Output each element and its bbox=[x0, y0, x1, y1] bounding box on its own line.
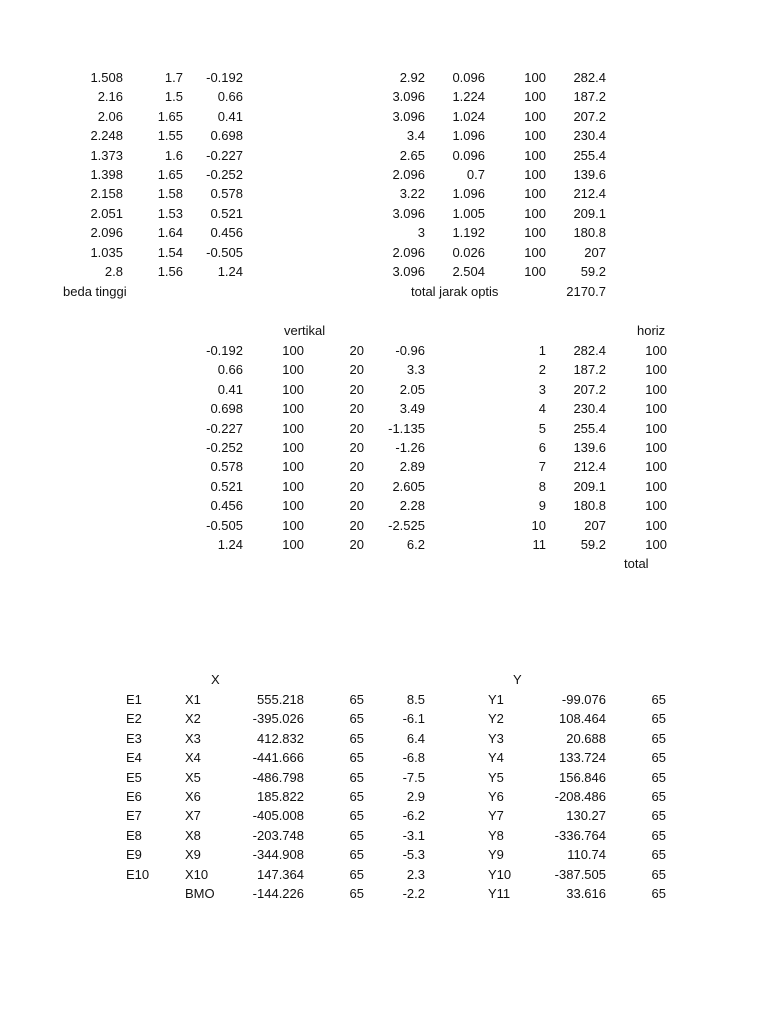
table-cell: -0.192 bbox=[206, 70, 243, 85]
table-cell: 209.1 bbox=[573, 478, 606, 494]
table-cell: 65 bbox=[651, 847, 666, 863]
table-cell: 100 bbox=[524, 225, 546, 241]
table-cell: 65 bbox=[651, 730, 666, 746]
horiz-title: horiz bbox=[637, 323, 666, 338]
table-cell: 0.698 bbox=[210, 128, 243, 144]
table-cell: 180.8 bbox=[573, 498, 606, 514]
table-cell: 2.9 bbox=[406, 789, 425, 804]
table-cell: 230.4 bbox=[573, 401, 606, 417]
table-cell: X10 bbox=[185, 866, 209, 882]
table-cell: -0.505 bbox=[206, 244, 243, 260]
table-cell: 65 bbox=[651, 711, 666, 727]
table-cell: -2.2 bbox=[402, 886, 425, 901]
table-cell: 20 bbox=[349, 343, 364, 358]
table-cell: -0.227 bbox=[206, 147, 243, 163]
table-cell: 5 bbox=[538, 420, 546, 436]
table-cell: 2.16 bbox=[97, 89, 123, 105]
table-cell: 100 bbox=[282, 420, 304, 436]
table-cell: -395.026 bbox=[252, 711, 304, 727]
table-cell bbox=[126, 885, 156, 903]
table-cell: 20.688 bbox=[566, 730, 606, 746]
table-cell: 20 bbox=[349, 381, 364, 397]
table-cell: 65 bbox=[349, 808, 364, 824]
total-jarak-optis-value: 2170.7 bbox=[566, 284, 606, 299]
table-cell: 20 bbox=[349, 459, 364, 475]
table-cell: 0.7 bbox=[466, 167, 485, 182]
table-cell: -0.505 bbox=[206, 517, 243, 533]
table-cell: X9 bbox=[185, 847, 201, 863]
table-cell: 65 bbox=[349, 769, 364, 785]
table-cell: 0.521 bbox=[210, 205, 243, 221]
table-cell: 230.4 bbox=[573, 128, 606, 144]
table-cell: 0.578 bbox=[210, 459, 243, 475]
table-cell: 65 bbox=[349, 730, 364, 746]
table-cell: 2.92 bbox=[399, 70, 425, 85]
table-cell: 100 bbox=[645, 440, 667, 455]
table-cell: -3.1 bbox=[402, 827, 425, 843]
table-cell: 11 bbox=[532, 537, 546, 552]
table-cell: E2 bbox=[126, 711, 142, 727]
table-cell: E5 bbox=[126, 769, 142, 785]
table-cell: 207.2 bbox=[573, 108, 606, 124]
table-cell: 1.373 bbox=[90, 147, 123, 163]
table-cell: -0.252 bbox=[206, 167, 243, 182]
table-cell: 0.456 bbox=[210, 498, 243, 514]
table-cell: 147.364 bbox=[257, 866, 304, 882]
table-cell: -0.96 bbox=[395, 343, 425, 358]
table-cell: 1.6 bbox=[164, 147, 183, 163]
table-cell: Y2 bbox=[488, 711, 504, 727]
table-cell: X5 bbox=[185, 769, 201, 785]
table-cell: 1.035 bbox=[90, 244, 123, 260]
table-cell: 20 bbox=[349, 498, 364, 514]
table-cell: 59.2 bbox=[580, 537, 606, 552]
table-cell: 133.724 bbox=[559, 750, 606, 766]
table-cell: 100 bbox=[282, 362, 304, 378]
table-cell: 2.89 bbox=[399, 459, 425, 475]
table-cell: 0.096 bbox=[452, 147, 485, 163]
table-cell: 100 bbox=[282, 401, 304, 417]
table-cell: 156.846 bbox=[559, 769, 606, 785]
vertikal-title: vertikal bbox=[284, 323, 326, 338]
table-cell: 1.005 bbox=[452, 205, 485, 221]
table-cell: 3.096 bbox=[392, 264, 425, 279]
table-cell: 65 bbox=[349, 886, 364, 901]
table-cell: 65 bbox=[349, 711, 364, 727]
table-cell: 65 bbox=[349, 827, 364, 843]
table-cell: X6 bbox=[185, 789, 201, 804]
table-cell: -6.8 bbox=[402, 750, 425, 766]
table-cell: Y1 bbox=[488, 692, 504, 707]
table-cell: 7 bbox=[538, 459, 546, 475]
table-cell: 1.55 bbox=[157, 128, 183, 144]
table-cell: E1 bbox=[126, 692, 142, 707]
table-cell: 100 bbox=[282, 517, 304, 533]
table-cell: 3.49 bbox=[399, 401, 425, 417]
table-cell: 0.578 bbox=[210, 186, 243, 202]
table-cell: 255.4 bbox=[573, 147, 606, 163]
table-cell: -1.26 bbox=[395, 440, 425, 455]
table-cell: Y3 bbox=[488, 730, 504, 746]
table-cell: 65 bbox=[349, 789, 364, 804]
table-cell: 100 bbox=[524, 264, 546, 279]
table-cell: 100 bbox=[524, 128, 546, 144]
table-cell: 20 bbox=[349, 362, 364, 378]
table-cell: 3 bbox=[538, 381, 546, 397]
table-cell: X7 bbox=[185, 808, 201, 824]
table-cell: 10 bbox=[531, 517, 546, 533]
table-cell: -1.135 bbox=[388, 420, 425, 436]
horiz-total-label: total bbox=[624, 556, 649, 571]
table-cell: 1.65 bbox=[157, 167, 183, 182]
table-cell: 59.2 bbox=[580, 264, 606, 279]
table-cell: 65 bbox=[349, 847, 364, 863]
table-cell: 1.5 bbox=[164, 89, 183, 105]
table-cell: X2 bbox=[185, 711, 201, 727]
table-cell: 0.698 bbox=[210, 401, 243, 417]
table-cell: 6.2 bbox=[406, 537, 425, 552]
table-cell: Y9 bbox=[488, 847, 504, 863]
table-cell: 100 bbox=[282, 498, 304, 514]
table-cell: 6.4 bbox=[406, 730, 425, 746]
table-cell: E8 bbox=[126, 827, 142, 843]
table-cell: 20 bbox=[349, 537, 364, 552]
table-cell: 212.4 bbox=[573, 186, 606, 202]
table-cell: 100 bbox=[524, 108, 546, 124]
table-cell: 139.6 bbox=[573, 440, 606, 455]
table-cell: -0.192 bbox=[206, 343, 243, 358]
table-cell: 100 bbox=[524, 167, 546, 182]
table-cell: 100 bbox=[524, 70, 546, 85]
table-cell: 187.2 bbox=[573, 362, 606, 378]
table-cell: 100 bbox=[282, 343, 304, 358]
table-cell: 65 bbox=[651, 827, 666, 843]
table-cell: E3 bbox=[126, 730, 142, 746]
table-cell: 2 bbox=[538, 362, 546, 378]
table-cell: 100 bbox=[645, 517, 667, 533]
table-cell: E4 bbox=[126, 750, 142, 766]
table-cell: 3.096 bbox=[392, 108, 425, 124]
table-cell: 100 bbox=[645, 401, 667, 417]
table-cell: 100 bbox=[524, 186, 546, 202]
table-cell: 65 bbox=[349, 750, 364, 766]
table-cell: -144.226 bbox=[252, 886, 304, 901]
table-cell: X3 bbox=[185, 730, 201, 746]
table-cell: 65 bbox=[349, 692, 364, 707]
table-cell: 282.4 bbox=[573, 70, 606, 85]
table-cell: 1.508 bbox=[90, 70, 123, 85]
table-cell: 1.7 bbox=[164, 70, 183, 85]
table-cell: 2.05 bbox=[399, 381, 425, 397]
table-cell: 20 bbox=[349, 401, 364, 417]
table-cell: 65 bbox=[651, 808, 666, 824]
table-cell: 1.64 bbox=[157, 225, 183, 241]
table-cell: 6 bbox=[538, 440, 546, 455]
table-cell: 100 bbox=[645, 343, 667, 358]
table-cell: 1.58 bbox=[157, 186, 183, 202]
table-cell: Y6 bbox=[488, 789, 504, 804]
table-cell: 1.398 bbox=[90, 167, 123, 182]
table-cell: 20 bbox=[349, 420, 364, 436]
table-cell: 1.224 bbox=[452, 89, 485, 105]
table-cell: 0.026 bbox=[452, 244, 485, 260]
table-cell: E10 bbox=[126, 866, 150, 882]
table-cell: Y7 bbox=[488, 808, 504, 824]
table-cell: 2.158 bbox=[90, 186, 123, 202]
table-cell: 0.096 bbox=[452, 70, 485, 85]
table-cell: 3.22 bbox=[399, 186, 425, 202]
table-cell: 100 bbox=[282, 537, 304, 552]
table-cell: 3 bbox=[417, 225, 425, 241]
table-cell: 0.456 bbox=[210, 225, 243, 241]
table-cell: 1.192 bbox=[452, 225, 485, 241]
table-cell: 100 bbox=[645, 498, 667, 514]
table-cell: Y4 bbox=[488, 750, 504, 766]
table-cell: 100 bbox=[645, 478, 667, 494]
table-cell: 0.41 bbox=[217, 381, 243, 397]
table-cell: X1 bbox=[185, 692, 201, 707]
table-cell: 555.218 bbox=[257, 692, 304, 707]
table-cell: 100 bbox=[282, 478, 304, 494]
table-cell: 33.616 bbox=[566, 886, 606, 901]
table-cell: 20 bbox=[349, 478, 364, 494]
table-cell: 207 bbox=[584, 244, 606, 260]
table-cell: 65 bbox=[651, 866, 666, 882]
table-cell: -336.764 bbox=[554, 827, 606, 843]
table-cell: 65 bbox=[651, 750, 666, 766]
table-cell: 1.096 bbox=[452, 128, 485, 144]
table-cell: -99.076 bbox=[561, 692, 606, 707]
table-cell: 100 bbox=[282, 440, 304, 455]
table-cell: -344.908 bbox=[252, 847, 304, 863]
table-cell: 0.521 bbox=[210, 478, 243, 494]
table-cell: 100 bbox=[524, 205, 546, 221]
table-cell: 187.2 bbox=[573, 89, 606, 105]
table-cell: 65 bbox=[651, 692, 666, 707]
table-cell: 282.4 bbox=[573, 343, 606, 358]
table-cell: 207 bbox=[584, 517, 606, 533]
table-cell: 65 bbox=[651, 886, 666, 901]
table-cell: 139.6 bbox=[573, 167, 606, 182]
table-cell: 2.65 bbox=[399, 147, 425, 163]
table-cell: 65 bbox=[651, 769, 666, 785]
table-cell: 1.24 bbox=[217, 264, 243, 279]
table-cell: Y5 bbox=[488, 769, 504, 785]
table-cell: 2.605 bbox=[392, 478, 425, 494]
table-cell: -405.008 bbox=[252, 808, 304, 824]
table-cell: -441.666 bbox=[252, 750, 304, 766]
table-cell: 1 bbox=[538, 343, 546, 358]
table-cell: E6 bbox=[126, 789, 142, 804]
table-cell: BMO bbox=[185, 886, 215, 901]
table-cell: -0.227 bbox=[206, 420, 243, 436]
table-cell: -387.505 bbox=[554, 866, 606, 882]
table-cell: -486.798 bbox=[252, 769, 304, 785]
table-cell: Y10 bbox=[488, 866, 512, 882]
table-cell: 100 bbox=[645, 420, 667, 436]
table-cell: 100 bbox=[645, 362, 667, 378]
table-cell: 2.06 bbox=[97, 108, 123, 124]
table-cell: 2.8 bbox=[104, 264, 123, 279]
table-cell: -6.1 bbox=[402, 711, 425, 727]
table-cell: X4 bbox=[185, 750, 201, 766]
table-cell: 108.464 bbox=[559, 711, 606, 727]
table-cell: Y11 bbox=[488, 886, 511, 901]
table-cell: Y8 bbox=[488, 827, 504, 843]
table-cell: 100 bbox=[282, 381, 304, 397]
table-cell: 185.822 bbox=[257, 789, 304, 804]
table-cell: 2.3 bbox=[406, 866, 425, 882]
table-cell: 130.27 bbox=[566, 808, 606, 824]
table-cell: 212.4 bbox=[573, 459, 606, 475]
table-cell: 8 bbox=[538, 478, 546, 494]
table-cell: 2.248 bbox=[90, 128, 123, 144]
table-cell: 3.096 bbox=[392, 205, 425, 221]
table-cell: 0.41 bbox=[217, 108, 243, 124]
table-cell: 1.24 bbox=[217, 537, 243, 552]
table-cell: 110.74 bbox=[567, 847, 606, 863]
table-cell: 100 bbox=[645, 459, 667, 475]
table-cell: 180.8 bbox=[573, 225, 606, 241]
table-cell: 4 bbox=[538, 401, 546, 417]
table-cell: X8 bbox=[185, 827, 201, 843]
table-cell: 2.096 bbox=[392, 167, 425, 182]
beda-tinggi-label: beda tinggi bbox=[63, 284, 127, 299]
x-title: X bbox=[211, 672, 220, 687]
table-cell: 1.65 bbox=[157, 108, 183, 124]
table-cell: 2.096 bbox=[90, 225, 123, 241]
table-cell: -0.252 bbox=[206, 440, 243, 455]
table-cell: 0.66 bbox=[217, 89, 243, 105]
table-cell: -5.3 bbox=[402, 847, 425, 863]
table-cell: 20 bbox=[349, 440, 364, 455]
table-cell: -203.748 bbox=[252, 827, 304, 843]
table-cell: E7 bbox=[126, 808, 142, 824]
table-cell: 65 bbox=[349, 866, 364, 882]
table-cell: 2.051 bbox=[90, 205, 123, 221]
table-cell: 100 bbox=[645, 537, 667, 552]
table-cell: 3.096 bbox=[392, 89, 425, 105]
table-cell: 100 bbox=[524, 244, 546, 260]
table-cell: -7.5 bbox=[402, 769, 425, 785]
table-cell: 3.3 bbox=[406, 362, 425, 378]
table-cell: 100 bbox=[524, 147, 546, 163]
table-cell: -2.525 bbox=[388, 517, 425, 533]
table-cell: 1.024 bbox=[452, 108, 485, 124]
table-cell: -6.2 bbox=[402, 808, 425, 824]
table-cell: 2.28 bbox=[399, 498, 425, 514]
table-cell: 2.096 bbox=[392, 244, 425, 260]
table-cell: 65 bbox=[651, 789, 666, 804]
table-cell: 100 bbox=[282, 459, 304, 475]
table-cell: 1.53 bbox=[157, 205, 183, 221]
table-cell: 0.66 bbox=[217, 362, 243, 378]
table-cell: 209.1 bbox=[573, 205, 606, 221]
y-title: Y bbox=[513, 672, 522, 687]
table-cell: 3.4 bbox=[406, 128, 425, 144]
table-cell: -208.486 bbox=[554, 789, 606, 804]
table-cell: 20 bbox=[349, 517, 364, 533]
table-cell: 1.56 bbox=[157, 264, 183, 279]
table-cell: 100 bbox=[524, 89, 546, 105]
table-cell: E9 bbox=[126, 847, 142, 863]
table-cell: 8.5 bbox=[406, 692, 425, 707]
table-cell: 412.832 bbox=[257, 730, 304, 746]
table-cell: 1.096 bbox=[452, 186, 485, 202]
table-cell: 9 bbox=[538, 498, 546, 514]
table-cell: 1.54 bbox=[157, 244, 183, 260]
table-cell: 100 bbox=[645, 381, 667, 397]
table-cell: 255.4 bbox=[573, 420, 606, 436]
table-cell: 2.504 bbox=[452, 264, 485, 279]
total-jarak-optis-label: total jarak optis bbox=[411, 284, 499, 299]
table-cell: 207.2 bbox=[573, 381, 606, 397]
